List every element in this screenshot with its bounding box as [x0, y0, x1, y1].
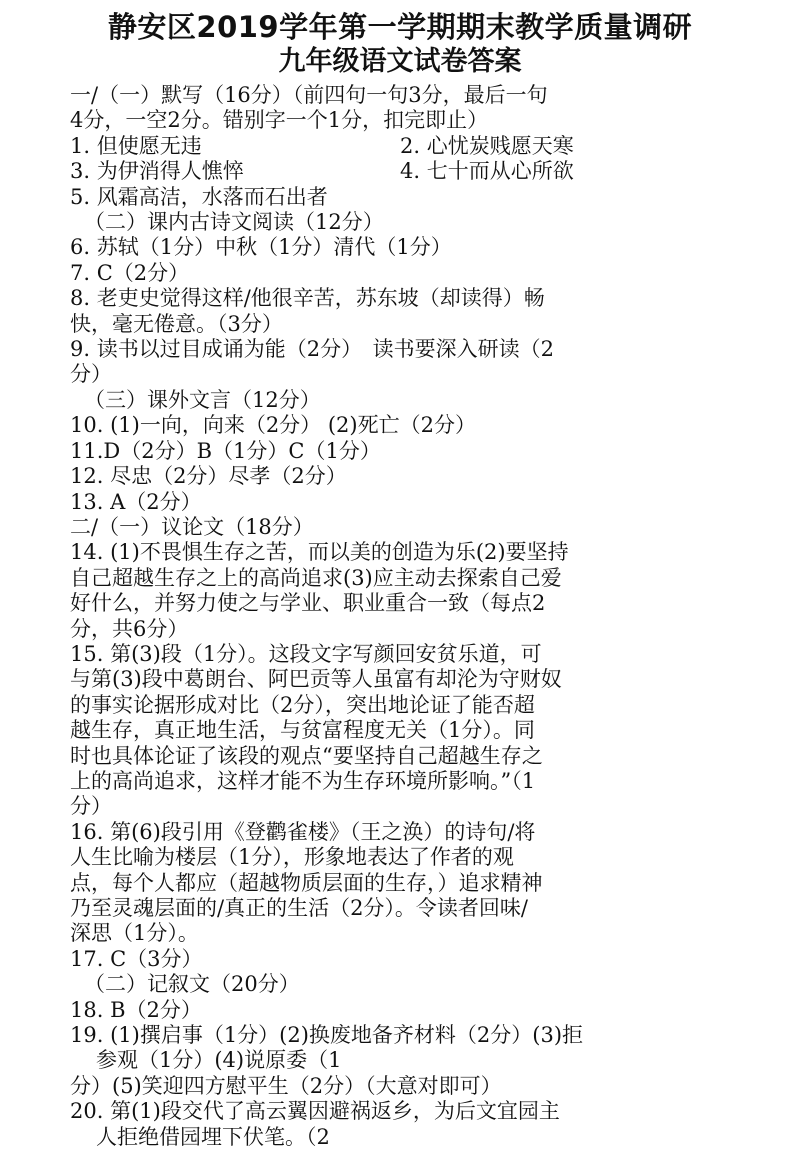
- text-line: 5. 风霜高洁，水落而石出者: [70, 184, 328, 209]
- text-line: 9. 读书以过目成诵为能（2分） 读书要深入研读（2: [70, 337, 554, 362]
- text-line: 16. 第(6)段引用《登鹳雀楼》（王之涣）的诗句/将: [70, 819, 536, 844]
- answer-item: 4. 七十而从心所欲: [400, 159, 574, 184]
- text-line: 15. 第(3)段（1分）。这段文字写颜回安贫乐道，可: [70, 641, 542, 666]
- text-line: 深思（1分）。: [70, 921, 199, 946]
- section-heading: 二/（一）议论文（18分）: [70, 514, 314, 539]
- text-line: 乃至灵魂层面的/真正的生活（2分）。令读者回味/: [70, 896, 529, 920]
- text-line: 分）: [70, 794, 112, 819]
- section-heading: （二）课内古诗文阅读（12分）: [84, 210, 384, 235]
- answer-pair-row: [70, 134, 730, 159]
- text-line: 19. (1)撰启事（1分）(2)换废地备齐材料（2分）(3)拒: [70, 1023, 584, 1048]
- text-line: 的事实论据形成对比（2分），突出地论证了能否超: [70, 692, 535, 717]
- answer-item: 3. 为伊消得人憔悴: [70, 159, 244, 184]
- text-line: 一/（一）默写（16分）（前四句一句3分，最后一句: [70, 83, 548, 107]
- text-line: 自己超越生存之上的高尚追求(3)应主动去探索自己爱: [70, 565, 562, 590]
- text-line: 13. A（2分）: [70, 489, 202, 514]
- text-line: 分）(5)笑迎四方慰平生（2分）（大意对即可）: [70, 1073, 502, 1098]
- text-line: 时也具体论证了该段的观点“要坚持自己超越生存之: [70, 743, 543, 768]
- text-line: 14. (1)不畏惧生存之苦，而以美的创造为乐(2)要坚持: [70, 540, 569, 565]
- text-line: 8. 老吏史觉得这样/他很辛苦，苏东坡（却读得）畅: [70, 286, 545, 311]
- text-line: 4分，一空2分。错别字一个1分，扣完即止）: [70, 108, 489, 133]
- text-line: 分）: [70, 362, 112, 387]
- text-line: 人生比喻为楼层（1分），形象地表达了作者的观: [70, 845, 514, 870]
- document-subtitle: 九年级语文试卷答案: [278, 46, 522, 77]
- answer-item: 2. 心忧炭贱愿天寒: [400, 133, 574, 158]
- text-line: 点，每个人都应（超越物质层面的生存，）追求精神: [70, 870, 543, 895]
- text-line: 17. C（3分）: [70, 946, 203, 971]
- text-line: 20. 第(1)段交代了高云翼因避祸返乡，为后文宜园主: [70, 1099, 560, 1124]
- section-heading: （三）课外文言（12分）: [84, 387, 321, 412]
- text-line: 6. 苏轼（1分）中秋（1分）清代（1分）: [70, 235, 452, 260]
- text-line: 快，毫无倦意。（3分）: [70, 311, 283, 336]
- text-line: 上的高尚追求，这样才能不为生存环境所影响。”（1: [70, 768, 536, 793]
- text-line: 分，共6分）: [70, 616, 189, 641]
- answer-item: 1. 但使愿无违: [70, 133, 202, 158]
- text-line: 与第(3)段中葛朗台、阿巴贡等人虽富有却沦为守财奴: [70, 667, 562, 692]
- text-line: 参观（1分）(4)说原委（1: [96, 1048, 342, 1073]
- text-line: 10. (1)一向，向来（2分） (2)死亡（2分）: [70, 413, 476, 438]
- text-line: 12. 尽忠（2分）尽孝（2分）: [70, 464, 347, 489]
- text-line: 好什么，并努力使之与学业、职业重合一致（每点2: [70, 591, 546, 616]
- text-line: 7. C（2分）: [70, 260, 190, 285]
- answer-pair-row: [70, 159, 730, 184]
- section-heading: （二）记叙文（20分）: [84, 972, 300, 997]
- text-line: 18. B（2分）: [70, 997, 202, 1022]
- document-title: 静安区2019学年第一学期期末教学质量调研: [107, 10, 693, 44]
- answer-body: [70, 83, 730, 1150]
- text-line: 越生存，真正地生活，与贫富程度无关（1分）。同: [70, 718, 535, 743]
- text-line: 11.D（2分）B（1分）C（1分）: [70, 438, 381, 463]
- text-line: 人拒绝借园埋下伏笔。（2: [96, 1124, 330, 1149]
